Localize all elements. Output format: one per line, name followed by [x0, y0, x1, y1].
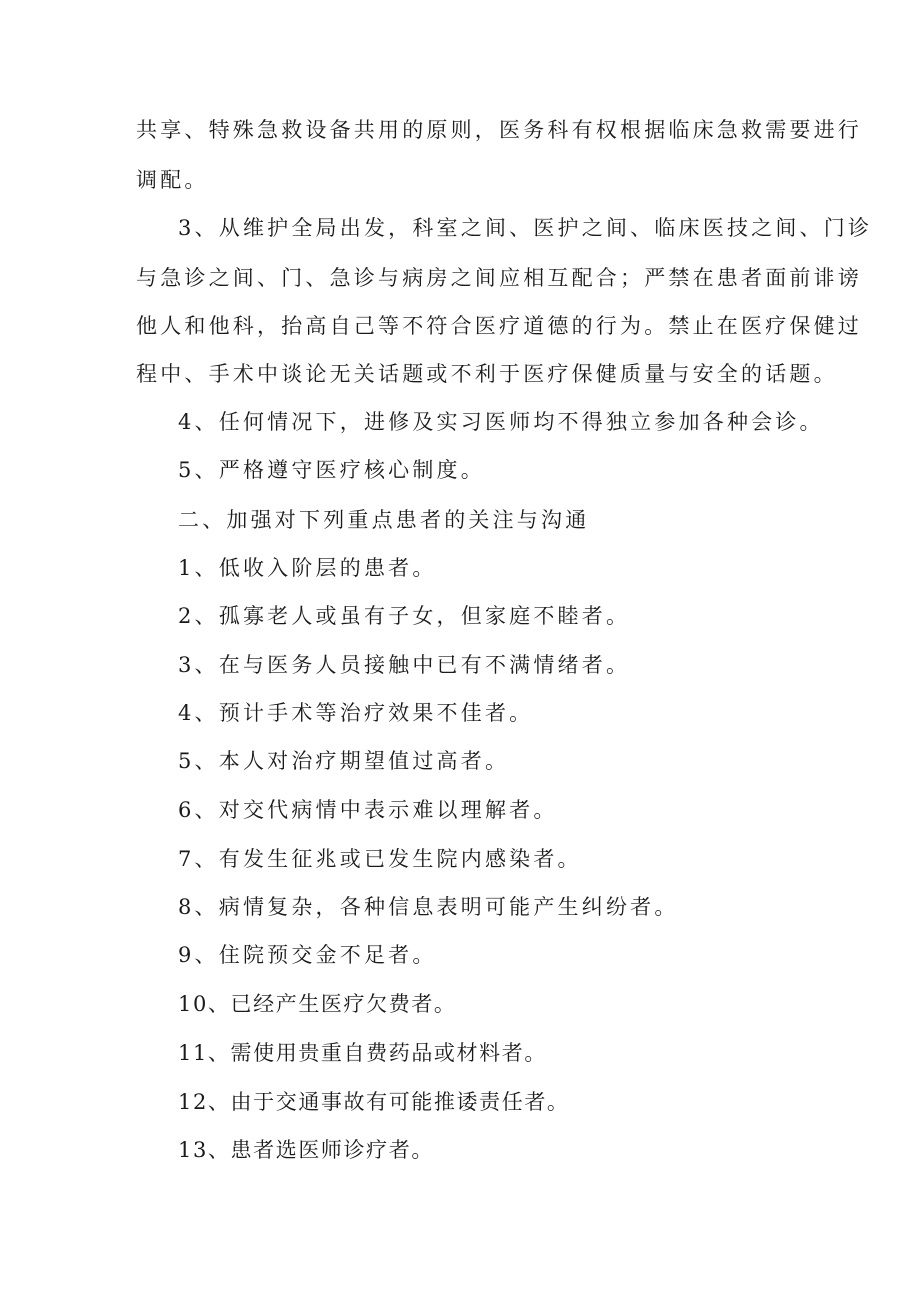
section-2-heading: 二、加强对下列重点患者的关注与沟通: [178, 508, 590, 532]
item-5: 5、严格遵守医疗核心制度。: [178, 458, 485, 482]
patient-item: 11、需使用贵重自费药品或材料者。: [178, 1041, 547, 1065]
patient-item: 6、对交代病情中表示难以理解者。: [178, 798, 558, 822]
patient-item: 1、低收入阶层的患者。: [178, 556, 437, 580]
item-3-line-4: 程中、手术中谈论无关话题或不利于医疗保健质量与安全的话题。: [136, 362, 838, 386]
patient-item: 8、病情复杂，各种信息表明可能产生纠纷者。: [178, 895, 679, 919]
patient-item: 3、在与医务人员接触中已有不满情绪者。: [178, 653, 631, 677]
item-3-line-1: 3、从维护全局出发，科室之间、医护之间、临床医技之间、门诊: [178, 216, 873, 240]
item-3-line-3: 他人和他科，抬高自己等不符合医疗道德的行为。禁止在医疗保健过: [136, 314, 862, 338]
paragraph-continuation-line-1: 共享、特殊急救设备共用的原则，医务科有权根据临床急救需要进行: [136, 118, 862, 142]
patient-item: 12、由于交通事故有可能推诿责任者。: [178, 1090, 570, 1114]
patient-item: 7、有发生征兆或已发生院内感染者。: [178, 847, 582, 871]
patient-item: 9、住院预交金不足者。: [178, 943, 437, 967]
patient-item: 10、已经产生医疗欠费者。: [178, 992, 457, 1016]
item-3-line-2: 与急诊之间、门、急诊与病房之间应相互配合；严禁在患者面前诽谤: [136, 266, 862, 290]
patient-item: 5、本人对治疗期望值过高者。: [178, 749, 510, 773]
paragraph-continuation-line-2: 调配。: [136, 168, 209, 192]
patient-item: 4、预计手术等治疗效果不佳者。: [178, 701, 534, 725]
item-4: 4、任何情况下，进修及实习医师均不得独立参加各种会诊。: [178, 410, 824, 434]
patient-item: 2、孤寡老人或虽有子女，但家庭不睦者。: [178, 604, 631, 628]
patient-item: 13、患者选医师诊疗者。: [178, 1138, 434, 1162]
